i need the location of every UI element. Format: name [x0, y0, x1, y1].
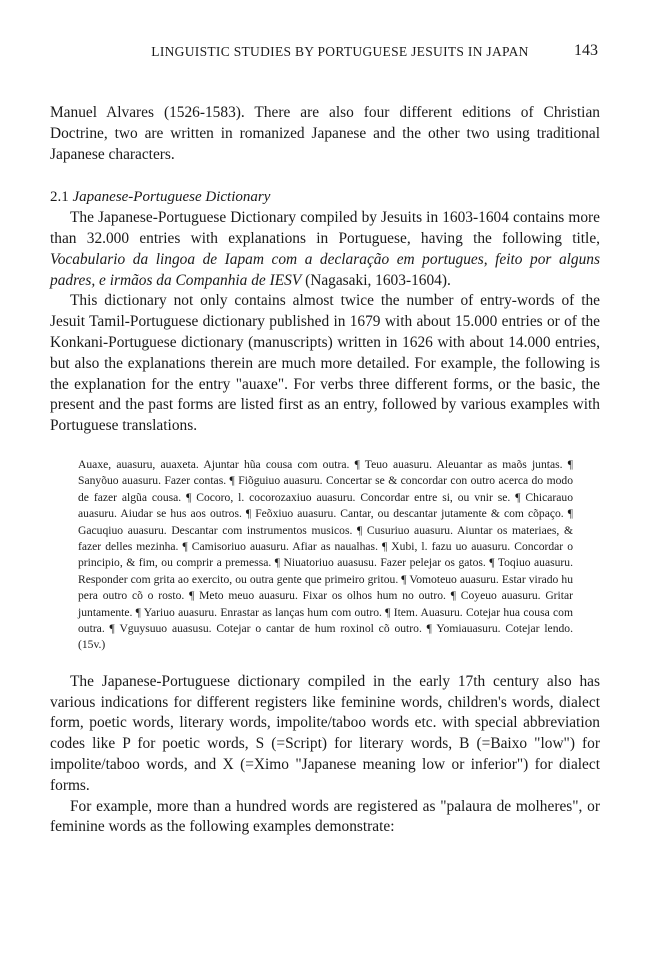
section-title: Japanese-Portuguese Dictionary [72, 189, 271, 206]
page-number: 143 [574, 42, 598, 59]
section-heading [50, 187, 600, 208]
paragraph-text: (Nagasaki, 1603-1604). [305, 271, 451, 289]
paragraph-comparison: This dictionary not only contains almost twice the number of entry-words of the Jesuit Tamil-Portuguese dictionary published in 1679 with about 15.000 entries or of the Konkani-Portuguese dictionary (manuscripts) written in 1626 with about 14.000 entries, but also the explanations therein are much more detailed. For example, the following is the explanation for the entry "auaxe". For verbs three different forms, or the basic, the present and the past forms are listed first as an entry, followed by various examples with Portuguese translations. [50, 292, 600, 435]
paragraph-text: The Japanese-Portuguese Dictionary compiled by Jesuits in 1603-1604 contains more than 32.000 entries with explanations in Portuguese, having the following title, [50, 209, 600, 247]
paragraph-registers: The Japanese-Portuguese dictionary compiled in the early 17th century also has various indications for different registers like feminine words, children's words, dialect form, poetic words, literary words, impolite/taboo words etc. with special abbreviation codes like P for poetic words, S (=Script) for literary words, B (=Baixo "low") for impolite/taboo words, and X (=Ximo "Japanese meaning low or inferior") for dialect forms. [50, 672, 600, 794]
paragraph-intro: Manuel Alvares (1526-1583). There are also four different editions of Christian Doctrine, two are written in romanized Japanese and the other two using traditional Japanese characters. [50, 104, 600, 163]
paragraph-dictionary-title [50, 208, 600, 291]
paragraph-feminine-words: For example, more than a hundred words are registered as "palaura de molheres", or feminine words as the following examples demonstrate: [50, 797, 600, 836]
dictionary-entry-quote: Auaxe, auasuru, auaxeta. Ajuntar hũa cousa com outra. ¶ Teuo auasuru. Aleuantar as maõs juntas. ¶ Sanyõuo auasuru. Fazer contas. ¶ Fiõguiuo auasuru. Concertar se & concordar con outro acerca do modo de fazer algũa cousa. ¶ Cocoro, l. cocorozaxiuo auasuru. Concordar entre si, ou vnir se. ¶ Chicarauo auasuru. Aiudar se hus aos outros. ¶ Feõxiuo auasuru. Cantar, ou descantar jutamente & com cõpaço. ¶ Gacuqiuo auasuru. Descantar com instrumentos musicos. ¶ Cusuriuo auasuru. Aiuntar os materiaes, & fazer delles mezinha. ¶ Camisoriuo auasuru. Afiar as naualhas. ¶ Xubi, l. fazu uo auasuru. Concordar o principio, & fim, ou comprir a premessa. ¶ Niuatoriuo auasusu. Fazer pelejar os gatos. ¶ Toqiuo auasuru. Responder com grita ao exercito, ou outra gente que primeiro gritou. ¶ Vomoteuo auasuru. Estar virado hu pera outro cõ o rosto. ¶ Meto meuo auasuru. Fixar os olhos hum no outro. ¶ Coyeuo auasuru. Gritar juntamente. ¶ Yariuo auasuru. Enrastar as lanças hum com outro. ¶ Item. Auasuru. Cotejar hua cousa com outra. ¶ Vguysuuo auasusu. Cotejar o cantar de hum roxinol cõ outro. ¶ Yomiauasuru. Cotejar lendo. (15v.) [78, 457, 573, 652]
running-head: LINGUISTIC STUDIES BY PORTUGUESE JESUITS IN JAPAN [151, 44, 529, 59]
body-text [50, 103, 600, 838]
section-number: 2.1 [50, 189, 69, 206]
dictionary-title: Vocabulario da lingoa de Iapam com a declaração em portugues, feito por alguns padres, e irmãos da Companhia de IESV [50, 250, 600, 289]
